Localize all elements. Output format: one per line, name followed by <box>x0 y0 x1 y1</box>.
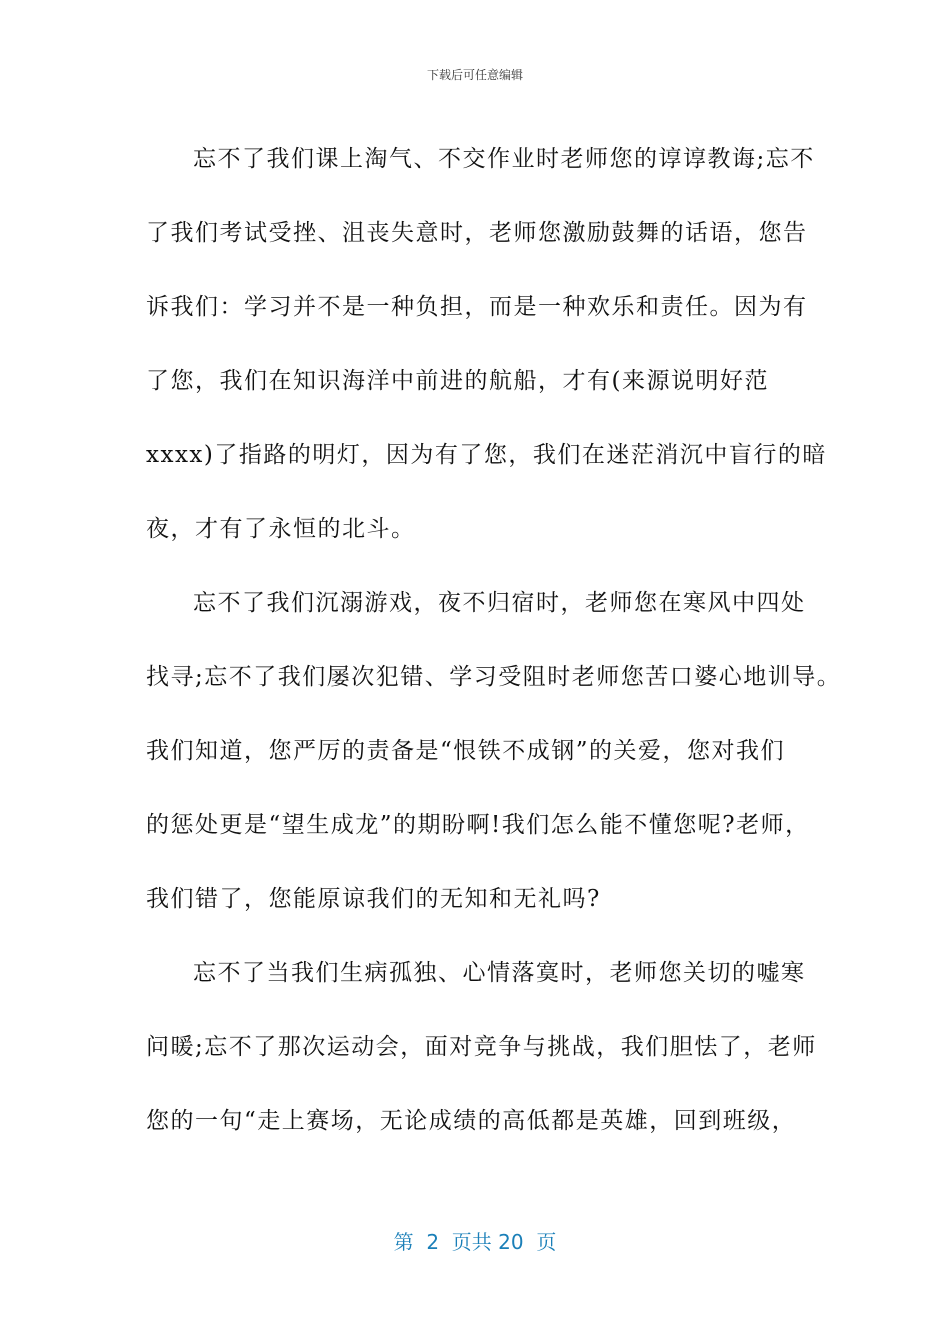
text-line: 找寻;忘不了我们屡次犯错、学习受阻时老师您苦口婆心地训导。 <box>146 664 842 690</box>
text-line: 我们错了，您能原谅我们的无知和无礼吗? <box>146 886 601 912</box>
page-footer: 第 2 页共 20 页 <box>393 1230 557 1254</box>
text-line: 的惩处更是“望生成龙”的期盼啊!我们怎么能不懂您呢?老师， <box>146 812 810 838</box>
text-line: 您的一句“走上赛场，无论成绩的高低都是英雄，回到班级， <box>146 1108 797 1134</box>
text-line: 了我们考试受挫、沮丧失意时，老师您激励鼓舞的话语，您告 <box>146 220 808 246</box>
document-body <box>146 122 842 1158</box>
text-line: 忘不了当我们生病孤独、心情落寞时，老师您关切的嘘寒 <box>193 960 806 986</box>
text-line: 了您，我们在知识海洋中前进的航船，才有(来源说明好范 <box>146 368 769 394</box>
text-line: 我们知道，您严厉的责备是“恨铁不成钢”的关爱，您对我们 <box>146 738 786 764</box>
text-line: 忘不了我们沉溺游戏，夜不归宿时，老师您在寒风中四处 <box>193 590 806 616</box>
text-line: 诉我们：学习并不是一种负担，而是一种欢乐和责任。因为有 <box>146 294 808 320</box>
text-line: 问暖;忘不了那次运动会，面对竞争与挑战，我们胆怯了，老师 <box>146 1034 817 1060</box>
text-line: 忘不了我们课上淘气、不交作业时老师您的谆谆教诲;忘不 <box>193 146 815 172</box>
text-line: 夜，才有了永恒的北斗。 <box>146 516 416 542</box>
text-line: xxxx)了指路的明灯，因为有了您，我们在迷茫消沉中盲行的暗 <box>146 442 827 468</box>
page-header: 下载后可任意编辑 <box>426 68 523 82</box>
